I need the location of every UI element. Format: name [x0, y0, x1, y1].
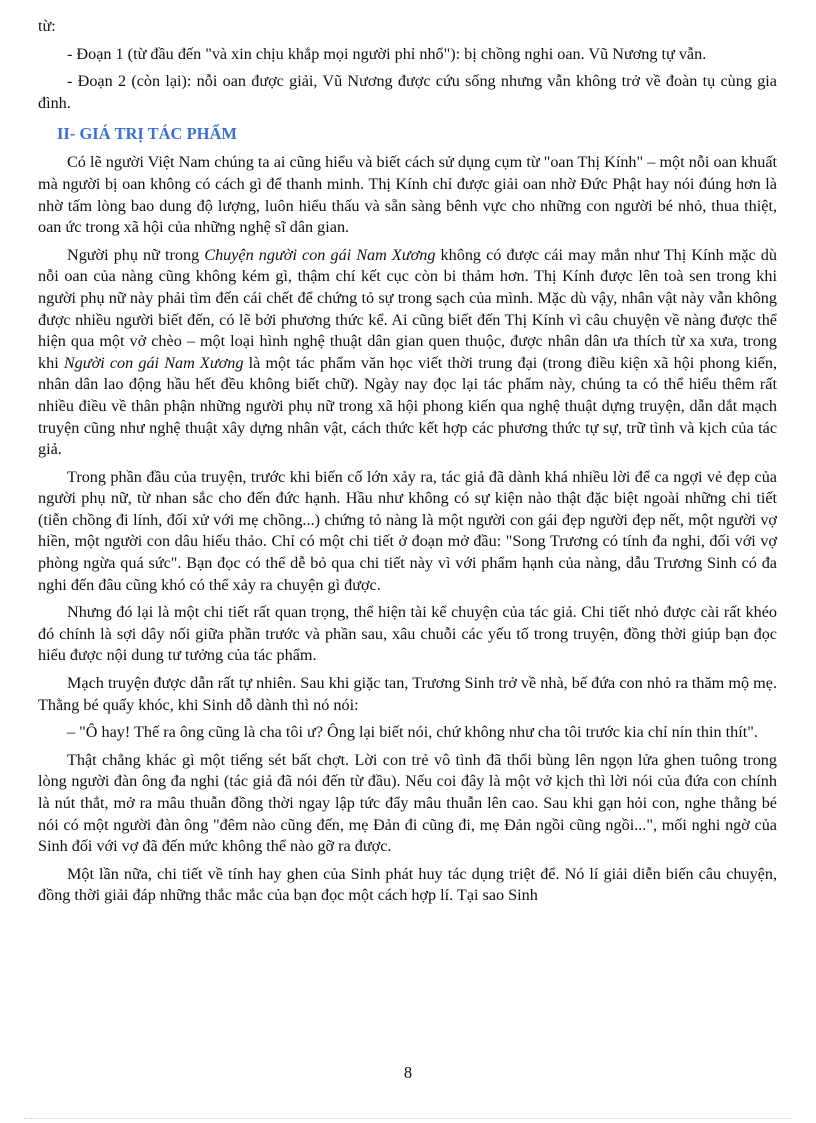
body-paragraph-5: Mạch truyện được dẫn rất tự nhiên. Sau khi giặc tan, Trương Sinh trở về nhà, bế đứa con nhỏ ra thăm mộ mẹ. Thằng bé quấy khóc, khi Sinh dỗ dành thì nó nói: [38, 674, 777, 714]
body-paragraph-3: Trong phần đầu của truyện, trước khi biến cố lớn xảy ra, tác giả đã dành khá nhiều lời để ca ngợi vẻ đẹp của người phụ nữ, từ nhan sắc cho đến đức hạnh. Hầu như không có sự kiện nào thật đặc biệt ngoài những chi tiết (tiễn chồng đi lính, đối xử với mẹ chồng...) chứng tỏ nàng là một người con gái đẹp người đẹp nết, một người vợ hiền, một người con dâu hiếu thảo. Chỉ có một chi tiết ở đoạn mở đầu: "Song Trương có tính đa nghi, đối với vợ phòng ngừa quá sức". Bạn đọc có thể dễ bỏ qua chi tiết này vì với phẩm hạnh của nàng, dẫu Trương Sinh có đa nghi đến đâu cũng khó có thể xảy ra chuyện gì được. [38, 467, 777, 594]
body-paragraph-1: Có lẽ người Việt Nam chúng ta ai cũng hiểu và biết cách sử dụng cụm từ "oan Thị Kính" – một nỗi oan khuất mà người bị oan không có cách gì để thanh minh. Thị Kính chỉ được giải oan nhờ Đức Phật hay nói đúng hơn là nhờ tấm lòng bao dung độ lượng, luôn hiểu thấu và sẵn sàng bênh vực cho những con người bé nhỏ, thua thiệt, oan ức trong xã hội của những nghệ sĩ dân gian. [38, 153, 777, 237]
quoted-dialogue: – "Ô hay! Thế ra ông cũng là cha tôi ư? Ông lại biết nói, chứ không như cha tôi trước kia chỉ nín thin thít". [67, 723, 758, 742]
lead-fragment: từ: [38, 17, 56, 35]
paragraph-text: Người phụ nữ trong [67, 245, 205, 264]
page-bottom-border [24, 1118, 792, 1119]
page-number: 8 [403, 1063, 413, 1082]
paragraph-text: không có được cái may mắn như Thị Kính mặc dù nỗi oan của nàng cũng không kém gì, thậm chí kết cục còn bi thảm hơn. Thị Kính được lên toà sen trong khi người phụ nữ này phải tìm đến cái chết để chứng tỏ sự trong sạch của mình. Mặc dù vậy, nhân vật này vẫn không được nhiều người biết đến, có lẽ bởi phương thức kể. Ai cũng biết đến Thị Kính vì câu chuyện về nàng được thể hiện qua một vở chèo – một loại hình nghệ thuật dân gian quen thuộc, được nhân dân ưa thích từ xa xưa, trong khi [38, 245, 777, 372]
bullet-paragraph-2: - Đoạn 2 (còn lại): nỗi oan được giải, Vũ Nương được cứu sống nhưng vẫn không trở về đoàn tụ cùng gia đình. [38, 72, 777, 112]
bullet-paragraph-1: - Đoạn 1 (từ đầu đến "và xin chịu khắp mọi người phỉ nhổ"): bị chồng nghi oan. Vũ Nương tự vẫn. [67, 44, 707, 63]
body-paragraph-2 [38, 245, 777, 461]
body-paragraph-4: Nhưng đó lại là một chi tiết rất quan trọng, thể hiện tài kể chuyện của tác giả. Chi tiết nhỏ được cài rất khéo đó chính là sợi dây nối giữa phần trước và phần sau, xâu chuỗi các yếu tố trong truyện, đồng thời giúp bạn đọc hiểu được nội dung tư tưởng của tác phẩm. [38, 603, 777, 665]
work-title-italic: Chuyện người con gái Nam Xương [204, 245, 436, 264]
paragraph-text: là một tác phẩm văn học viết thời trung đại (trong điều kiện xã hội phong kiến, nhân dân lao động hầu hết đều không biết chữ). Ngày nay đọc lại tác phẩm này, chúng ta có thể hiểu thêm rất nhiều điều về thân phận những người phụ nữ trong xã hội phong kiến qua nghệ thuật dựng truyện, dẫn dắt mạch truyện cũng như nghệ thuật xây dựng nhân vật, cách thức kết hợp các phương thức tự sự, trữ tình và kịch của tác giả. [38, 353, 777, 459]
section-heading: II- GIÁ TRỊ TÁC PHẨM [57, 124, 237, 144]
body-paragraph-7: Một lần nữa, chi tiết về tính hay ghen của Sinh phát huy tác dụng triệt để. Nó lí giải diễn biến câu chuyện, đồng thời giải đáp những thắc mắc của bạn đọc một cách hợp lí. Tại sao Sinh [38, 864, 777, 905]
document-page [38, 16, 777, 913]
body-paragraph-6: Thật chẳng khác gì một tiếng sét bất chợt. Lời con trẻ vô tình đã thổi bùng lên ngọn lửa ghen tuông trong lòng người đàn ông đa nghi (tác giả đã nói đến từ đầu). Nếu coi đây là một vở kịch thì lời nói của đứa con chính là nút thắt, mở ra mâu thuẫn đồng thời ngay lập tức đẩy mâu thuẫn lên cao. Sau khi gạn hỏi con, nghe thằng bé nói có một người đàn ông "đêm nào cũng đến, mẹ Đản đi cũng đi, mẹ Đản ngồi cũng ngồi...", mối nghi ngờ của Sinh đối với vợ đã đến mức không thể nào gỡ ra được. [38, 750, 777, 856]
work-title-italic: Người con gái Nam Xương [63, 353, 244, 372]
